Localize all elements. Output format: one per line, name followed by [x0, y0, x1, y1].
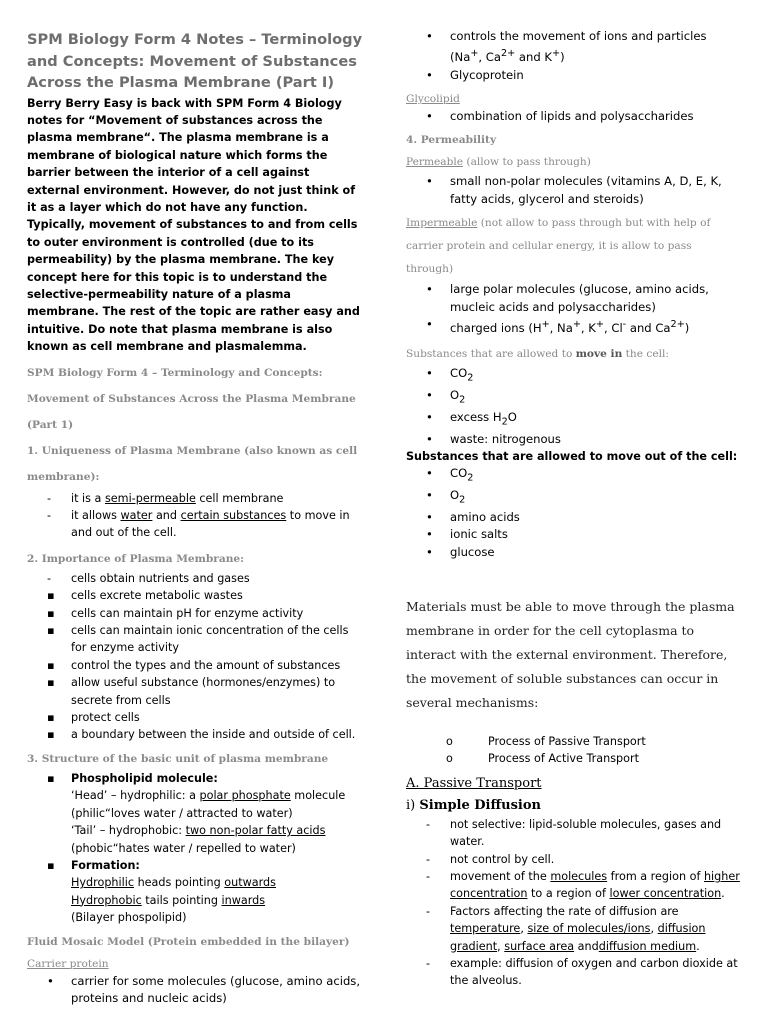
move-in-list: [406, 365, 742, 448]
list-item: • large polar molecules (glucose, amino acids, mucleic acids and polysaccharides): [426, 282, 709, 314]
uniqueness-list: [27, 490, 363, 542]
section-2-heading: 2. Importance of Plasma Membrane:: [27, 552, 245, 565]
move-in-heading: Substances that are allowed to move in the cell:: [406, 348, 669, 361]
fluid-mosaic-heading: Fluid Mosaic Model (Protein embedded in the bilayer): [27, 935, 350, 948]
permeability-heading: 4. Permeability: [406, 134, 497, 147]
list-item: • Glycoprotein: [426, 67, 524, 82]
page-title: SPM Biology Form 4 Notes – Terminology and Concepts: Movement of Substances Across the Plasma Membrane (Part I): [27, 31, 363, 91]
list-item: - not selective: lipid-soluble molecules, gases and water.: [426, 817, 722, 849]
glycolipid-label: Glycolipid: [406, 93, 460, 106]
list-item: ▪ allow useful substance (hormones/enzymes) to secrete from cells: [47, 676, 336, 707]
list-item: - cells obtain nutrients and gases: [47, 571, 250, 585]
list-item: - Factors affecting the rate of diffusion are temperature, size of molecules/ions, diffusion gradient, surface area anddiffusion medium.: [426, 904, 706, 953]
structure-list: [27, 770, 363, 927]
list-item: o Process of Passive Transport: [446, 735, 646, 748]
simple-diffusion-heading: i) Simple Diffusion: [406, 797, 541, 813]
list-item: ▪ protect cells: [47, 711, 140, 725]
diffusion-list: [406, 816, 742, 990]
subtitle-line-1: SPM Biology Form 4 – Terminology and Concepts:: [27, 366, 323, 379]
list-item: • controls the movement of ions and particles (Na+, $Ca^{2+}$ and K+): [426, 29, 707, 65]
right-column: [406, 0, 742, 990]
list-item: o Process of Active Transport: [446, 752, 639, 766]
list-item: • small non-polar molecules (vitamins A, D, E, K, fatty acids, glycerol and steroids): [426, 174, 722, 206]
impermeable-list: [406, 281, 742, 337]
list-item: • combination of lipids and polysaccharides: [426, 109, 694, 124]
glycolipid-list: [406, 108, 742, 125]
subtitle-line-2: Movement of Substances Across the Plasma Membrane: [27, 392, 356, 405]
list-item: • glucose: [426, 544, 495, 559]
list-item: • ionic salts: [426, 527, 508, 542]
list-item: • excess $H_2O$: [426, 409, 517, 428]
move-out-list: [406, 465, 742, 561]
carrier-list: [27, 973, 363, 1008]
list-item: • $CO_2$: [426, 466, 474, 484]
intro-paragraph: Berry Berry Easy is back with SPM Form 4 Biology notes for “Movement of substances across the plasma membrane“. The plasma membrane is a membrane of biological nature which forms the barrier between the interior of a cell against external environment. However, do not just think of it as a layer which do not have any function. Typically, movement of substances to and from cells to outer environment is controlled (due to its permeability) by the plasma membrane. The key concept here for this topic is to understand the selective-permeability nature of a plasma membrane. The rest of the topic are rather easy and intuitive. Do note that plasma membrane is also known as cell membrane and plasmalemma.: [27, 96, 360, 354]
list-item: • charged ions (H+, Na+, K+, Cl- and $Ca^{2+}$): [426, 317, 690, 335]
list-item: - it is a semi-permeable cell membrane: [47, 491, 284, 505]
list-item: - it allows water and certain substances to move in and out of the cell.: [47, 509, 350, 540]
protein-list: [406, 28, 742, 84]
list-item: • amino acids: [426, 509, 520, 524]
permeable-label: Permeable (allow to pass through): [406, 156, 591, 169]
list-item: • $O_2$: [426, 388, 466, 406]
list-item: • carrier for some molecules (glucose, amino acids, proteins and nucleic acids): [47, 973, 361, 1005]
list-item: ▪ cells can maintain pH for enzyme activity: [47, 606, 304, 620]
importance-list: [27, 570, 363, 744]
carrier-protein-label: Carrier protein: [27, 957, 109, 970]
section-3-heading: 3. Structure of the basic unit of plasma membrane: [27, 752, 329, 765]
left-column: [27, 0, 363, 1007]
list-item: ▪ a boundary between the inside and outside of cell.: [47, 728, 356, 742]
list-item: ▪ Phospholipid molecule: ‘Head’ – hydrophilic: a polar phosphate molecule (philic“loves water / attracted to water) ‘Tail’ – hydrophobic: two non-polar fatty acids (phobic“hates water / repelled to water): [47, 771, 346, 855]
mechanisms-paragraph: Materials must be able to move through the plasma membrane in order for the cell cytoplasma to interact with the external environment. Therefore, the movement of soluble substances can occur in several mechanisms:: [406, 599, 735, 710]
move-out-heading: Substances that are allowed to move out of the cell:: [406, 449, 738, 463]
subtitle-line-3: (Part 1): [27, 418, 74, 431]
section-1-heading: 1. Uniqueness of Plasma Membrane (also known as cell membrane):: [27, 444, 358, 483]
list-item: ▪ control the types and the amount of substances: [47, 658, 341, 672]
impermeable-label: Impermeable (not allow to pass through but with help of carrier protein and cellular energy, it is allow to pass through): [406, 217, 711, 276]
list-item: - example: diffusion of oxygen and carbon dioxide at the alveolus.: [426, 957, 738, 988]
list-item: - not control by cell.: [426, 852, 555, 866]
list-item: • waste: nitrogenous: [426, 431, 561, 446]
list-item: - movement of the molecules from a region of higher concentration to a region of lower concentration.: [426, 870, 740, 901]
list-item: ▪ cells excrete metabolic wastes: [47, 589, 243, 603]
permeable-list: [406, 173, 742, 208]
list-item: • $CO_2$: [426, 366, 474, 384]
list-item: ▪ cells can maintain ionic concentration of the cells for enzyme activity: [47, 624, 349, 655]
process-list: [406, 733, 742, 768]
passive-transport-heading: A. Passive Transport: [406, 775, 542, 791]
list-item: • $O_2$: [426, 488, 466, 506]
list-item: ▪ Formation: Hydrophilic heads pointing outwards Hydrophobic tails pointing inwards (Bilayer phospolipid): [47, 858, 276, 925]
